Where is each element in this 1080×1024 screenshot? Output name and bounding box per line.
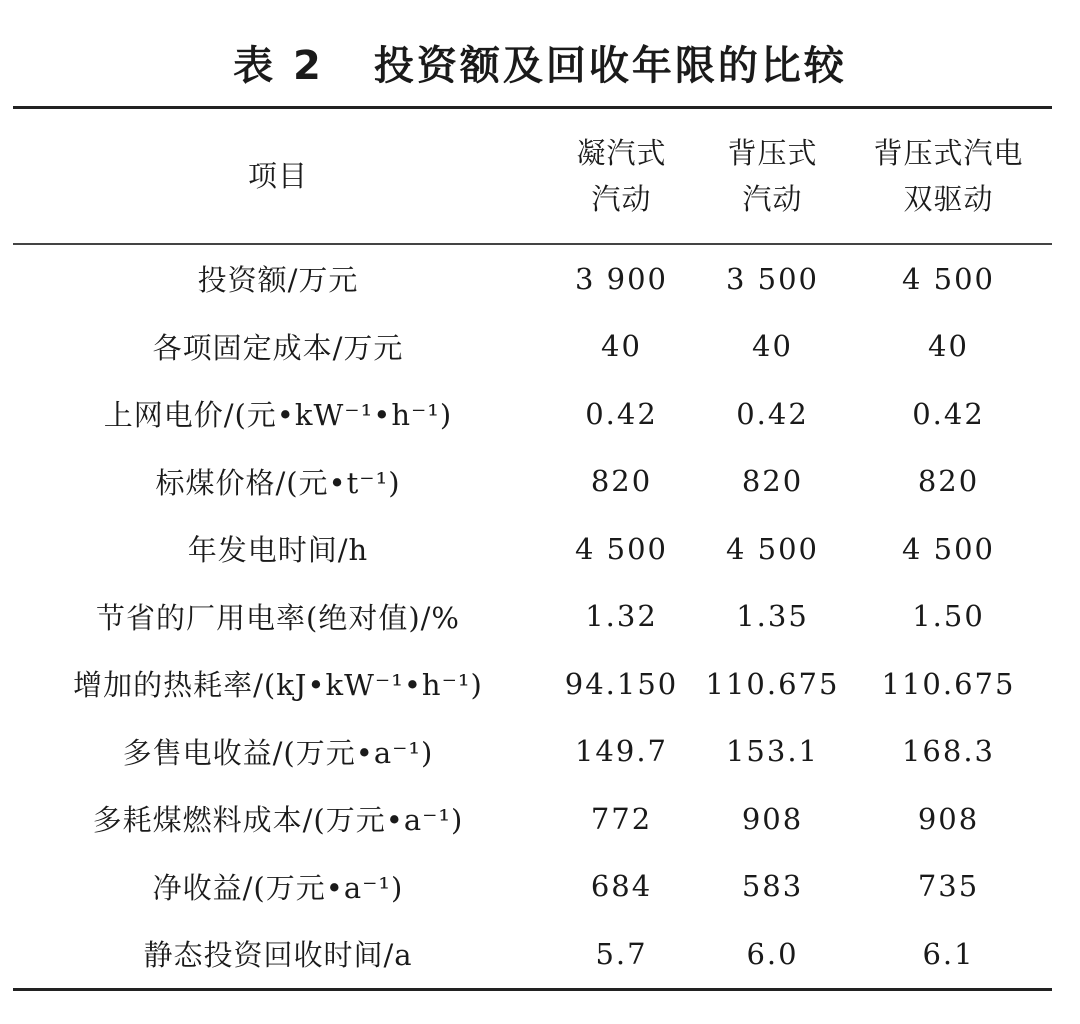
- header-row: [13, 108, 1052, 245]
- row-label: 静态投资回收时间/a: [143, 938, 413, 973]
- table-row: [13, 718, 1052, 786]
- cell-value: 820: [590, 464, 653, 499]
- row-label: 净收益/(万元•a⁻¹): [152, 870, 404, 905]
- cell-value: 6.0: [746, 936, 799, 971]
- table-row: [13, 583, 1052, 651]
- cell-value: 583: [741, 869, 804, 904]
- row-label: 年发电时间/h: [187, 533, 369, 568]
- cell-value: 40: [928, 329, 969, 364]
- table-row: [13, 785, 1052, 853]
- row-label: 标煤价格/(元•t⁻¹): [155, 465, 401, 500]
- cell-value: 684: [590, 869, 653, 904]
- comparison-table: [13, 106, 1052, 991]
- cell-value: 149.7: [574, 734, 669, 769]
- cell-value: 0.42: [736, 396, 809, 431]
- table-row: [13, 853, 1052, 921]
- cell-value: 4 500: [725, 531, 820, 566]
- row-label: 上网电价/(元•kW⁻¹•h⁻¹): [103, 398, 453, 433]
- cell-value: 908: [917, 801, 980, 836]
- cell-value: 6.1: [922, 936, 975, 971]
- cell-value: 0.42: [585, 396, 658, 431]
- cell-value: 4 500: [901, 531, 996, 566]
- cell-value: 168.3: [901, 734, 996, 769]
- row-label: 投资额/万元: [197, 263, 359, 298]
- table-row: [13, 515, 1052, 583]
- row-label: 各项固定成本/万元: [152, 330, 404, 365]
- cell-value: 153.1: [725, 734, 820, 769]
- cell-value: 5.7: [595, 936, 648, 971]
- cell-value: 772: [590, 801, 653, 836]
- table-number: 表 2: [233, 43, 324, 89]
- row-label: 增加的热耗率/(kJ•kW⁻¹•h⁻¹): [73, 668, 483, 703]
- cell-value: 1.50: [912, 599, 985, 634]
- cell-value: 3 900: [574, 261, 669, 296]
- table-title: [0, 34, 1080, 91]
- table-row: [13, 448, 1052, 516]
- cell-value: 820: [741, 464, 804, 499]
- column-header-backpressure: 背压式 汽动: [727, 136, 818, 216]
- cell-value: 908: [741, 801, 804, 836]
- cell-value: 110.675: [705, 666, 840, 701]
- cell-value: 40: [601, 329, 642, 364]
- table-row: [13, 380, 1052, 448]
- table-row: [13, 650, 1052, 718]
- cell-value: 0.42: [912, 396, 985, 431]
- column-header-condensing: 凝汽式 汽动: [576, 136, 667, 216]
- cell-value: 3 500: [725, 261, 820, 296]
- cell-value: 820: [917, 464, 980, 499]
- cell-value: 110.675: [881, 666, 1016, 701]
- cell-value: 4 500: [901, 261, 996, 296]
- row-label: 多售电收益/(万元•a⁻¹): [122, 735, 434, 770]
- column-header-item: 项目: [247, 159, 308, 193]
- cell-value: 735: [917, 869, 980, 904]
- cell-value: 1.35: [736, 599, 809, 634]
- row-label: 节省的厂用电率(绝对值)/%: [96, 600, 460, 635]
- table-row: [13, 920, 1052, 989]
- cell-value: 1.32: [585, 599, 658, 634]
- table-caption: 投资额及回收年限的比较: [373, 43, 847, 89]
- column-header-dual-drive: 背压式汽电 双驱动: [873, 136, 1024, 216]
- cell-value: 40: [752, 329, 793, 364]
- row-label: 多耗煤燃料成本/(万元•a⁻¹): [92, 803, 464, 838]
- cell-value: 94.150: [564, 666, 679, 701]
- table-row: [13, 244, 1052, 313]
- cell-value: 4 500: [574, 531, 669, 566]
- table-row: [13, 313, 1052, 381]
